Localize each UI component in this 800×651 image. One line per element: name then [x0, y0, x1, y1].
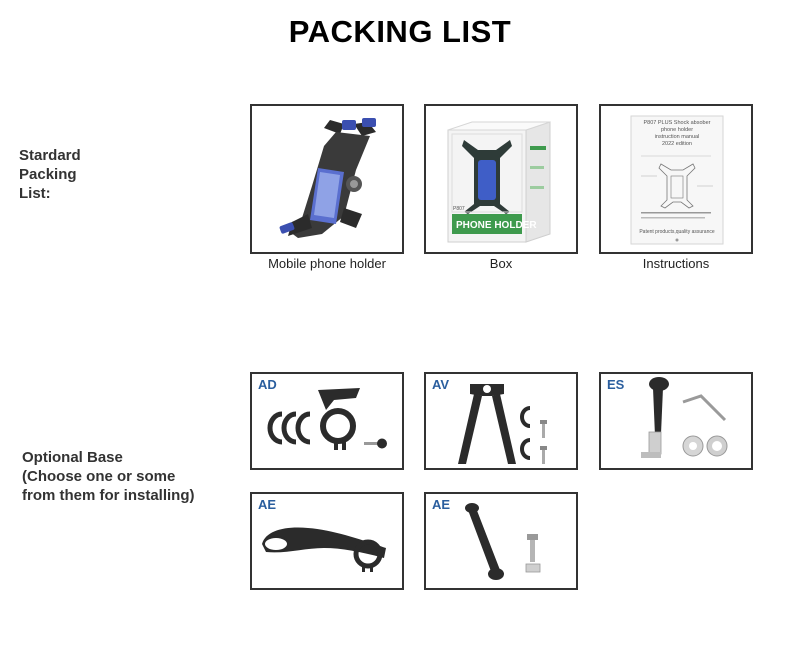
box-icon [426, 106, 576, 252]
item-caption: Box [489, 256, 513, 271]
item-frame-phone-holder [250, 104, 404, 254]
option-frame-ae-curved [250, 492, 404, 590]
option-code: AV [432, 377, 450, 392]
label-line: List: [19, 185, 51, 202]
option-frame-es [599, 372, 753, 470]
label-line: (Choose one or some [22, 468, 176, 485]
phone-holder-icon [252, 106, 402, 252]
standard-packing-label [19, 146, 129, 203]
label-line: Optional Base [22, 449, 123, 466]
item-frame-box [424, 104, 578, 254]
optional-base-label [22, 448, 242, 505]
option-code: AD [258, 377, 277, 392]
label-line: Packing [19, 166, 77, 183]
manual-text-line: 2022 edition [662, 141, 692, 147]
manual-footer: Patent products,quality assurance [639, 229, 715, 235]
instructions-icon [601, 106, 751, 252]
label-line: Stardard [19, 147, 81, 164]
manual-text-line: P807 PLUS Shock absober [643, 120, 711, 126]
item-caption: Mobile phone holder [268, 256, 386, 271]
option-frame-ad [250, 372, 404, 470]
label-line: from them for installing) [22, 487, 195, 504]
page-title: PACKING LIST [288, 14, 512, 49]
box-brand-text: P807 [453, 206, 465, 212]
option-frame-ae-straight [424, 492, 578, 590]
item-caption: Instructions [642, 256, 710, 271]
manual-text-line: phone holder [660, 127, 694, 133]
item-frame-instructions [599, 104, 753, 254]
option-code: ES [607, 377, 625, 392]
box-product-text: PHONE HOLDER [456, 220, 537, 231]
option-code: AE [258, 497, 277, 512]
option-code: AE [432, 497, 451, 512]
option-frame-av [424, 372, 578, 470]
manual-text-line: instruction manual [654, 134, 700, 140]
